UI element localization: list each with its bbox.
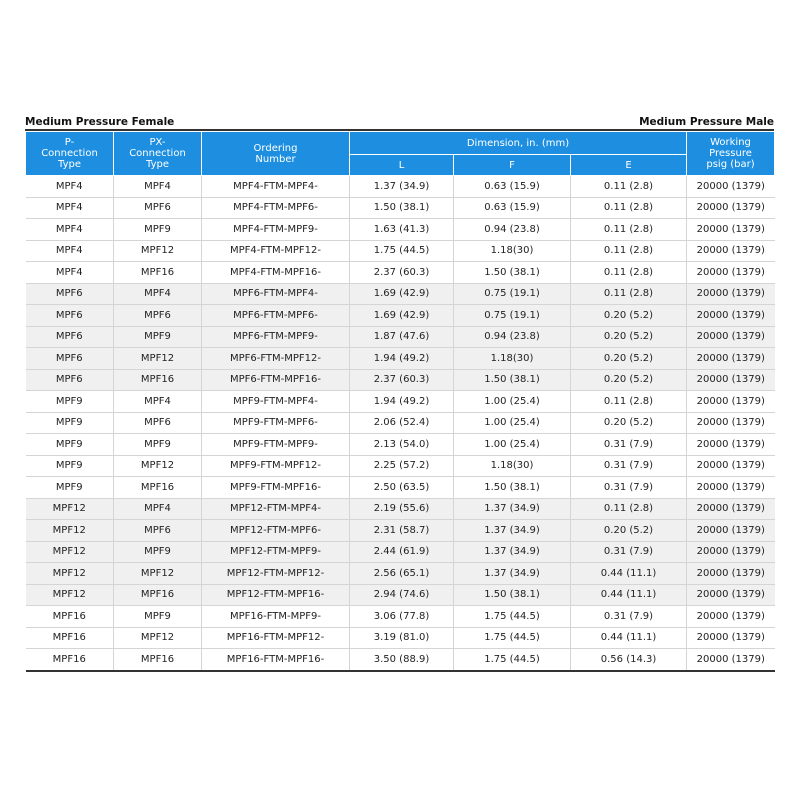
table-cell: MPF9 (114, 541, 202, 563)
table-cell: MPF9 (114, 434, 202, 456)
table-cell: 1.94 (49.2) (350, 348, 454, 370)
table-cell: MPF12-FTM-MPF6- (202, 520, 350, 542)
table-cell: 20000 (1379) (687, 627, 775, 649)
table-row (26, 412, 775, 434)
table-cell: MPF12-FTM-MPF4- (202, 498, 350, 520)
table-cell: 2.19 (55.6) (350, 498, 454, 520)
table-cell: 2.31 (58.7) (350, 520, 454, 542)
table-cell: 1.75 (44.5) (454, 606, 571, 628)
table-cell: MPF4 (26, 240, 114, 262)
table-captions (25, 115, 774, 129)
table-cell: 0.11 (2.8) (571, 219, 687, 241)
table-cell: 3.50 (88.9) (350, 649, 454, 671)
table-cell: 20000 (1379) (687, 391, 775, 413)
table-cell: 20000 (1379) (687, 176, 775, 198)
table-row (26, 176, 775, 198)
table-cell: MPF16-FTM-MPF12- (202, 627, 350, 649)
table-cell: MPF12 (26, 584, 114, 606)
table-cell: MPF6-FTM-MPF4- (202, 283, 350, 305)
header-px-connection-type: PX- Connection Type (114, 132, 202, 176)
table-cell: MPF6 (114, 197, 202, 219)
header-dimension: Dimension, in. (mm) (350, 132, 687, 155)
header-dimension-f: F (454, 155, 571, 176)
table-cell: 0.63 (15.9) (454, 176, 571, 198)
table-row (26, 563, 775, 585)
table-cell: MPF4 (114, 391, 202, 413)
table-cell: 0.94 (23.8) (454, 219, 571, 241)
table-cell: 0.11 (2.8) (571, 176, 687, 198)
table-cell: 20000 (1379) (687, 412, 775, 434)
table-cell: 0.11 (2.8) (571, 498, 687, 520)
table-cell: MPF9 (26, 455, 114, 477)
table-cell: 0.44 (11.1) (571, 563, 687, 585)
table-cell: 20000 (1379) (687, 541, 775, 563)
table-cell: 0.20 (5.2) (571, 326, 687, 348)
table-cell: 1.75 (44.5) (350, 240, 454, 262)
table-cell: 20000 (1379) (687, 498, 775, 520)
table-cell: MPF4 (26, 262, 114, 284)
table-cell: MPF6-FTM-MPF16- (202, 369, 350, 391)
table-cell: 20000 (1379) (687, 434, 775, 456)
table-row (26, 649, 775, 671)
table-row (26, 627, 775, 649)
table-cell: 2.50 (63.5) (350, 477, 454, 499)
table-cell: 1.50 (38.1) (454, 369, 571, 391)
table-cell: MPF6 (114, 305, 202, 327)
table-cell: 1.75 (44.5) (454, 627, 571, 649)
table-cell: MPF16 (26, 627, 114, 649)
table-cell: 20000 (1379) (687, 369, 775, 391)
table-cell: 1.69 (42.9) (350, 283, 454, 305)
table-cell: 1.00 (25.4) (454, 412, 571, 434)
table-cell: MPF4-FTM-MPF4- (202, 176, 350, 198)
table-cell: 1.94 (49.2) (350, 391, 454, 413)
table-cell: MPF9 (26, 477, 114, 499)
table-cell: 20000 (1379) (687, 584, 775, 606)
table-cell: 20000 (1379) (687, 520, 775, 542)
table-cell: 0.11 (2.8) (571, 283, 687, 305)
table-cell: 1.50 (38.1) (454, 262, 571, 284)
table-cell: MPF9 (114, 606, 202, 628)
table-row (26, 541, 775, 563)
table-cell: 0.31 (7.9) (571, 477, 687, 499)
table-cell: MPF6-FTM-MPF9- (202, 326, 350, 348)
table-cell: 20000 (1379) (687, 477, 775, 499)
table-cell: 1.37 (34.9) (454, 520, 571, 542)
table-cell: MPF12 (114, 455, 202, 477)
table-cell: 1.50 (38.1) (350, 197, 454, 219)
table-cell: MPF6 (26, 348, 114, 370)
table-cell: 2.06 (52.4) (350, 412, 454, 434)
table-cell: 0.94 (23.8) (454, 326, 571, 348)
table-row (26, 498, 775, 520)
table-cell: MPF12 (114, 240, 202, 262)
table-row (26, 369, 775, 391)
table-cell: MPF6 (26, 326, 114, 348)
table-row (26, 391, 775, 413)
table-cell: MPF12 (26, 563, 114, 585)
table-cell: MPF9 (26, 391, 114, 413)
table-cell: 20000 (1379) (687, 240, 775, 262)
table-cell: MPF9-FTM-MPF9- (202, 434, 350, 456)
table-cell: MPF9 (26, 412, 114, 434)
table-cell: MPF6 (26, 283, 114, 305)
table-cell: MPF16 (114, 477, 202, 499)
table-cell: MPF16 (114, 649, 202, 671)
table-cell: MPF12-FTM-MPF12- (202, 563, 350, 585)
table-cell: 0.11 (2.8) (571, 197, 687, 219)
table-cell: MPF12 (114, 627, 202, 649)
table-cell: 0.31 (7.9) (571, 606, 687, 628)
header-p-connection-type: P- Connection Type (26, 132, 114, 176)
table-cell: MPF4 (26, 219, 114, 241)
table-cell: 0.20 (5.2) (571, 369, 687, 391)
table-cell: 0.11 (2.8) (571, 391, 687, 413)
table-row (26, 262, 775, 284)
table-cell: 0.11 (2.8) (571, 240, 687, 262)
header-ordering-number: Ordering Number (202, 132, 350, 176)
table-cell: 1.37 (34.9) (350, 176, 454, 198)
table-cell: 20000 (1379) (687, 563, 775, 585)
table-cell: MPF12 (26, 520, 114, 542)
caption-left: Medium Pressure Female (25, 116, 175, 128)
table-cell: MPF9 (114, 326, 202, 348)
table-cell: 20000 (1379) (687, 455, 775, 477)
table-cell: MPF9-FTM-MPF4- (202, 391, 350, 413)
table-row (26, 348, 775, 370)
table-cell: MPF9 (114, 219, 202, 241)
table-cell: 1.37 (34.9) (454, 541, 571, 563)
table-cell: MPF4-FTM-MPF6- (202, 197, 350, 219)
table-cell: MPF9-FTM-MPF12- (202, 455, 350, 477)
table-cell: 20000 (1379) (687, 262, 775, 284)
table-cell: MPF6 (114, 520, 202, 542)
table-cell: 0.20 (5.2) (571, 348, 687, 370)
header-dimension-l: L (350, 155, 454, 176)
table-cell: MPF6 (114, 412, 202, 434)
table-cell: 1.50 (38.1) (454, 477, 571, 499)
table-cell: 20000 (1379) (687, 219, 775, 241)
table-row (26, 584, 775, 606)
table-cell: 0.31 (7.9) (571, 455, 687, 477)
caption-right: Medium Pressure Male (639, 116, 774, 128)
table-cell: 0.75 (19.1) (454, 283, 571, 305)
table-cell: 1.37 (34.9) (454, 563, 571, 585)
table-cell: MPF4 (26, 197, 114, 219)
table-cell: 1.50 (38.1) (454, 584, 571, 606)
table-row (26, 219, 775, 241)
table-cell: MPF6 (26, 305, 114, 327)
table-cell: MPF16 (114, 369, 202, 391)
table-cell: 20000 (1379) (687, 348, 775, 370)
table-row (26, 520, 775, 542)
table-cell: MPF4-FTM-MPF16- (202, 262, 350, 284)
table-cell: MPF16-FTM-MPF16- (202, 649, 350, 671)
table-cell: MPF4 (114, 283, 202, 305)
table-cell: MPF16 (26, 649, 114, 671)
table-cell: 0.31 (7.9) (571, 541, 687, 563)
header-dimension-e: E (571, 155, 687, 176)
table-cell: 1.00 (25.4) (454, 391, 571, 413)
table-cell: 20000 (1379) (687, 606, 775, 628)
table-cell: 1.00 (25.4) (454, 434, 571, 456)
table-cell: 2.37 (60.3) (350, 262, 454, 284)
table-cell: MPF16 (26, 606, 114, 628)
table-cell: 0.20 (5.2) (571, 305, 687, 327)
table-cell: MPF12 (114, 348, 202, 370)
table-cell: MPF12 (26, 498, 114, 520)
table-cell: MPF4-FTM-MPF9- (202, 219, 350, 241)
table-cell: 1.87 (47.6) (350, 326, 454, 348)
header-working-pressure: Working Pressure psig (bar) (687, 132, 775, 176)
table-row (26, 477, 775, 499)
table-cell: 1.18(30) (454, 240, 571, 262)
table-cell: 2.25 (57.2) (350, 455, 454, 477)
table-body (26, 176, 775, 671)
fitting-dimension-table (25, 131, 775, 672)
table-cell: 20000 (1379) (687, 649, 775, 671)
table-cell: 3.06 (77.8) (350, 606, 454, 628)
table-cell: MPF6-FTM-MPF6- (202, 305, 350, 327)
table-cell: MPF16 (114, 262, 202, 284)
table-cell: MPF9 (26, 434, 114, 456)
table-cell: 3.19 (81.0) (350, 627, 454, 649)
table-cell: MPF12-FTM-MPF16- (202, 584, 350, 606)
table-row (26, 240, 775, 262)
table-cell: 20000 (1379) (687, 305, 775, 327)
table-cell: 0.11 (2.8) (571, 262, 687, 284)
table-cell: 0.20 (5.2) (571, 412, 687, 434)
table-cell: MPF4 (114, 498, 202, 520)
table-cell: 0.56 (14.3) (571, 649, 687, 671)
table-row (26, 326, 775, 348)
table-cell: 2.56 (65.1) (350, 563, 454, 585)
table-cell: 2.37 (60.3) (350, 369, 454, 391)
table-row (26, 455, 775, 477)
table-row (26, 606, 775, 628)
table-cell: MPF4-FTM-MPF12- (202, 240, 350, 262)
table-cell: 0.63 (15.9) (454, 197, 571, 219)
table-cell: 2.94 (74.6) (350, 584, 454, 606)
table-cell: 2.44 (61.9) (350, 541, 454, 563)
table-cell: 20000 (1379) (687, 283, 775, 305)
table-row (26, 197, 775, 219)
table-cell: MPF12 (26, 541, 114, 563)
table-cell: 1.63 (41.3) (350, 219, 454, 241)
table-cell: 0.20 (5.2) (571, 520, 687, 542)
table-row (26, 283, 775, 305)
table-cell: 0.44 (11.1) (571, 627, 687, 649)
table-cell: MPF12 (114, 563, 202, 585)
table-cell: MPF12-FTM-MPF9- (202, 541, 350, 563)
table-cell: 20000 (1379) (687, 326, 775, 348)
table-cell: MPF16 (114, 584, 202, 606)
table-cell: MPF4 (114, 176, 202, 198)
table-cell: MPF16-FTM-MPF9- (202, 606, 350, 628)
table-cell: 1.18(30) (454, 455, 571, 477)
table-row (26, 434, 775, 456)
table-cell: 1.69 (42.9) (350, 305, 454, 327)
table-cell: 2.13 (54.0) (350, 434, 454, 456)
table-cell: 20000 (1379) (687, 197, 775, 219)
table-row (26, 305, 775, 327)
table-cell: MPF9-FTM-MPF16- (202, 477, 350, 499)
table-cell: 0.75 (19.1) (454, 305, 571, 327)
table-cell: MPF9-FTM-MPF6- (202, 412, 350, 434)
table-cell: 0.44 (11.1) (571, 584, 687, 606)
table-cell: 1.18(30) (454, 348, 571, 370)
table-cell: MPF6-FTM-MPF12- (202, 348, 350, 370)
table-cell: 0.31 (7.9) (571, 434, 687, 456)
spec-table-section (25, 115, 774, 672)
table-cell: MPF6 (26, 369, 114, 391)
table-cell: MPF4 (26, 176, 114, 198)
table-cell: 1.37 (34.9) (454, 498, 571, 520)
table-cell: 1.75 (44.5) (454, 649, 571, 671)
